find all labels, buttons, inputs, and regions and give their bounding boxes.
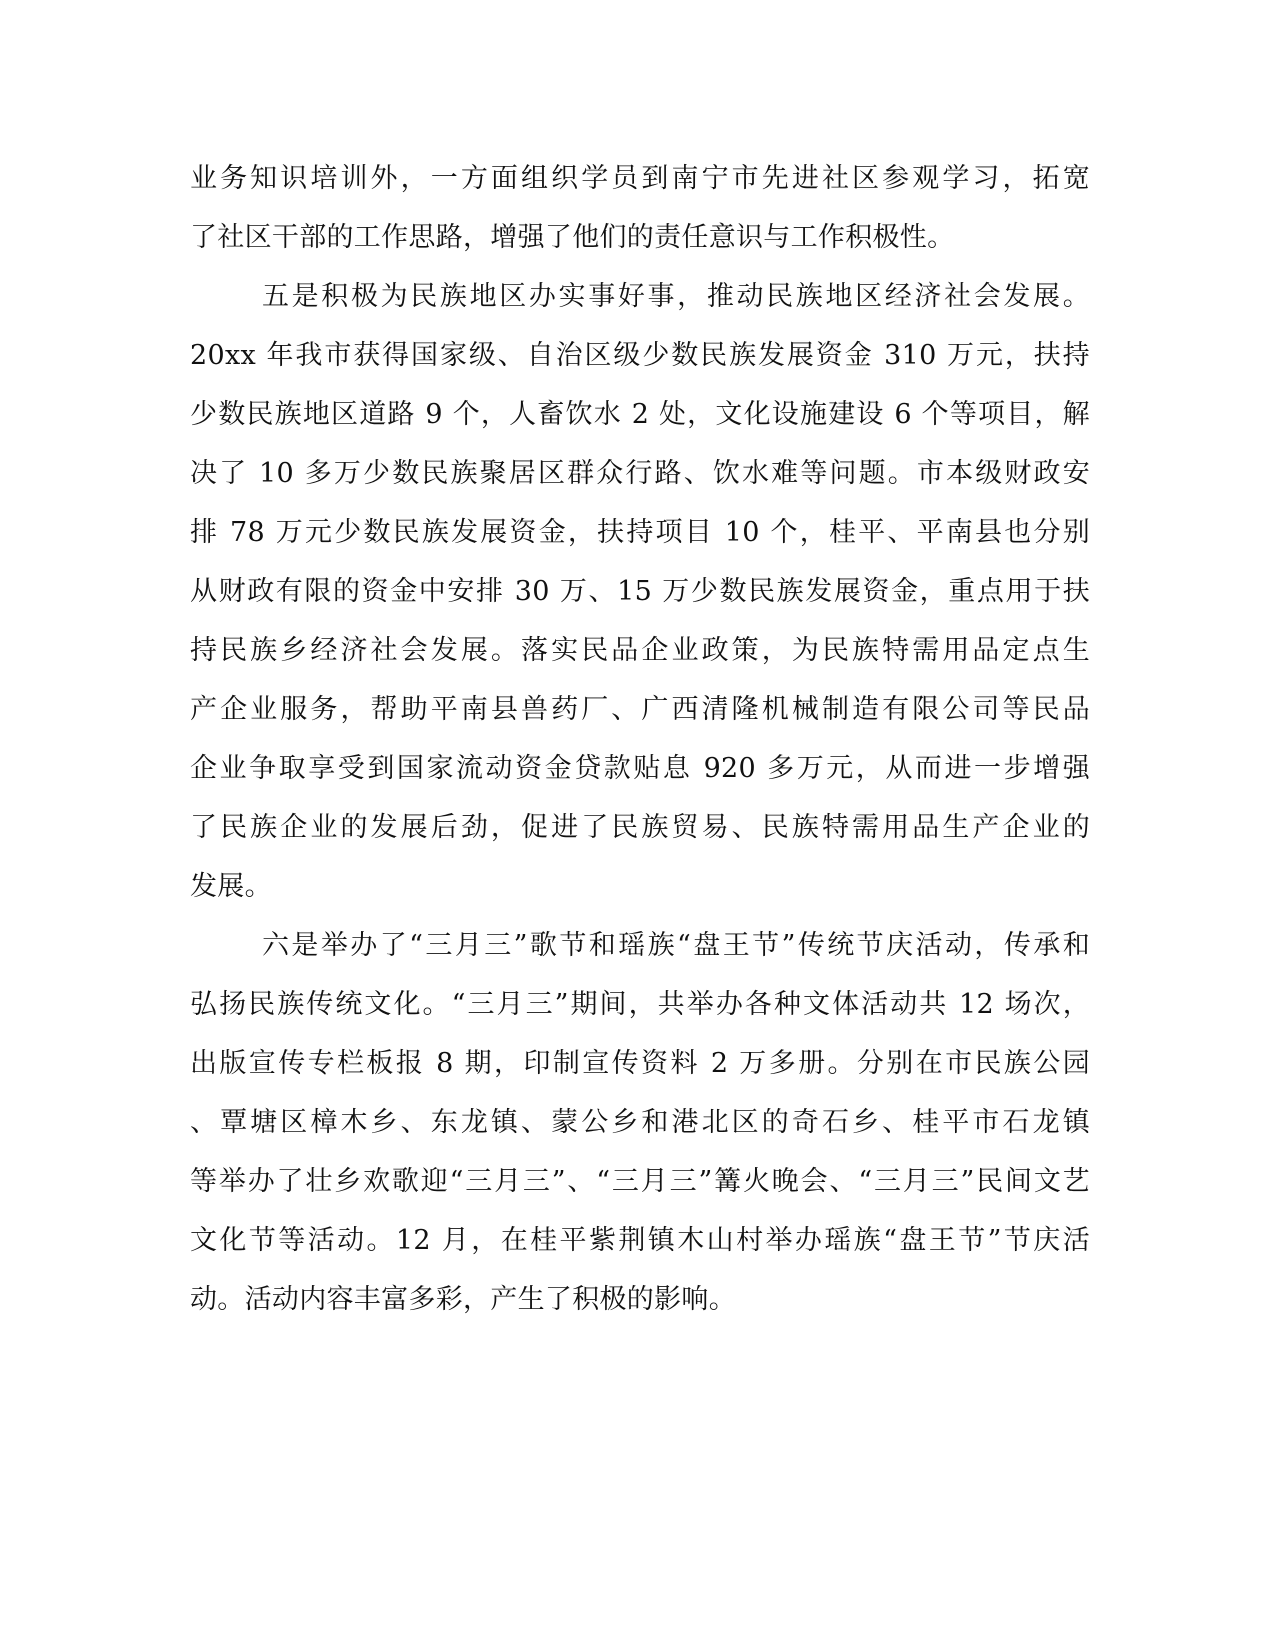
text-line: 了社区干部的工作思路，增强了他们的责任意识与工作积极性。 bbox=[190, 222, 955, 253]
text-line: 、覃塘区樟木乡、东龙镇、蒙公乡和港北区的奇石乡、桂平市石龙镇 bbox=[190, 1107, 1090, 1138]
text-line: 企业争取享受到国家流动资金贷款贴息 920 多万元，从而进一步增强 bbox=[190, 753, 1090, 784]
text-line: 持民族乡经济社会发展。落实民品企业政策，为民族特需用品定点生 bbox=[190, 635, 1090, 666]
text-line: 弘扬民族传统文化。“三月三”期间，共举办各种文体活动共 12 场次， bbox=[190, 989, 1090, 1020]
text-line: 了民族企业的发展后劲，促进了民族贸易、民族特需用品生产企业的 bbox=[190, 812, 1090, 843]
text-line: 文化节等活动。12 月，在桂平紫荆镇木山村举办瑶族“盘王节”节庆活 bbox=[190, 1225, 1090, 1256]
text-line: 从财政有限的资金中安排 30 万、15 万少数民族发展资金，重点用于扶 bbox=[190, 576, 1090, 607]
text-line: 排 78 万元少数民族发展资金，扶持项目 10 个，桂平、平南县也分别 bbox=[190, 517, 1090, 548]
text-line: 出版宣传专栏板报 8 期，印制宣传资料 2 万多册。分别在市民族公园 bbox=[190, 1048, 1090, 1079]
paragraph-first-line: 五是积极为民族地区办实事好事，推动民族地区经济社会发展。 bbox=[262, 281, 1090, 312]
text-line: 产企业服务，帮助平南县兽药厂、广西清隆机械制造有限公司等民品 bbox=[190, 694, 1090, 725]
text-line: 发展。 bbox=[190, 871, 272, 902]
text-line: 少数民族地区道路 9 个，人畜饮水 2 处，文化设施建设 6 个等项目，解 bbox=[190, 399, 1090, 430]
text-line: 20xx 年我市获得国家级、自治区级少数民族发展资金 310 万元，扶持 bbox=[190, 340, 1090, 371]
text-line: 业务知识培训外，一方面组织学员到南宁市先进社区参观学习，拓宽 bbox=[190, 163, 1090, 194]
paragraph-first-line: 六是举办了“三月三”歌节和瑶族“盘王节”传统节庆活动，传承和 bbox=[262, 930, 1090, 961]
text-line: 等举办了壮乡欢歌迎“三月三”、“三月三”篝火晚会、“三月三”民间文艺 bbox=[190, 1166, 1090, 1197]
text-line: 动。活动内容丰富多彩，产生了积极的影响。 bbox=[190, 1284, 736, 1315]
text-line: 决了 10 多万少数民族聚居区群众行路、饮水难等问题。市本级财政安 bbox=[190, 458, 1090, 489]
